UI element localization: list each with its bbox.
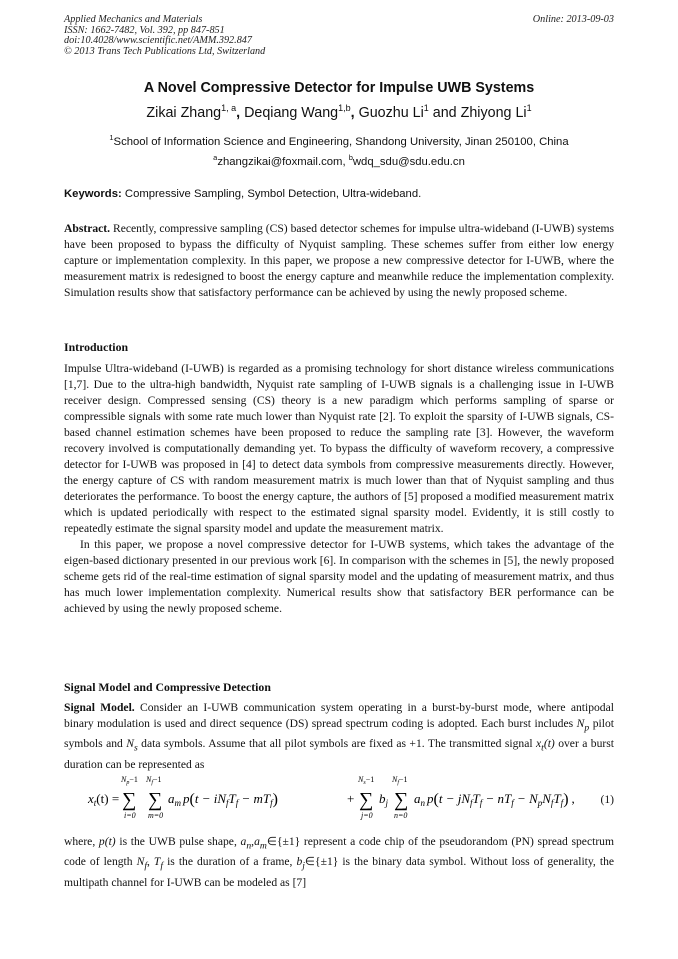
text: ∈{±1} is the binary data symbol. Without loss of generality, the multipath channel for I-UWB can be modeled as [7] <box>64 855 615 889</box>
svg-text:amp(t − iNfTf − mTf) <box>168 791 278 808</box>
eq-t1-arg2-sub: f <box>235 798 239 808</box>
text: where, <box>64 835 99 848</box>
svg-text:bj <box>379 791 389 808</box>
eq-t2-arg3: − nT <box>482 791 512 806</box>
eq-t2-arg4-sub: p <box>537 798 543 808</box>
eq-t1-arg3-sub: f <box>270 798 273 808</box>
eq-s2-up: N <box>146 775 152 784</box>
eq-t2-arg4: − N <box>513 791 538 806</box>
math: (t) <box>543 737 555 751</box>
eq-t1-arg: t − iN <box>194 791 226 806</box>
eq-s4-up-rest: −1 <box>399 775 408 784</box>
text: pilot symbols and <box>64 717 615 751</box>
eq-t1-p: p <box>183 791 190 806</box>
paren-close: ) <box>563 791 569 808</box>
email-b: wdq_sdu@sdu.edu.cn <box>352 155 465 168</box>
eq-t2-arg2: T <box>472 791 480 806</box>
signal-model-paragraph <box>64 700 614 773</box>
eq-b: b <box>379 791 386 806</box>
author-name: Zhiyong Li <box>460 104 527 121</box>
math-sub: m <box>259 840 267 852</box>
author-separator: and <box>428 104 461 121</box>
eq-s2-low: m=0 <box>148 811 164 820</box>
keywords-text: Compressive Sampling, Symbol Detection, Ultra-wideband. <box>121 188 422 200</box>
math: x <box>536 737 542 751</box>
intro-paragraph-2: In this paper, we propose a novel compressive detector for I-UWB systems, which takes the advantage of the eigen-based dictionary presented in our previous work [6]. In comparison with the schemes in [5], the newly proposed scheme gets rid of the real-time estimation of signal sparsity model and the updating of measurement matrix, and thus has much lower implementation complexity. Numerical results show that satisfactory BER performance can be achieved by using the newly proposed scheme. <box>64 538 614 615</box>
author-sup: 1 <box>423 103 429 113</box>
svg-text:Np−1 <box>120 775 138 786</box>
sum-symbol-1: ∑ <box>122 789 137 811</box>
post-equation-paragraph <box>64 834 614 891</box>
introduction-body <box>64 361 614 617</box>
abstract-label: Abstract. <box>64 222 111 235</box>
eq-t2-arg6-sub: f <box>560 798 564 808</box>
author-separator: , <box>350 104 359 121</box>
eq-s1-up-sub: p <box>126 780 130 786</box>
sum-symbol-3: ∑ <box>359 789 374 811</box>
journal-header <box>64 15 265 57</box>
paper-title: A Novel Compressive Detector for Impulse UWB Systems <box>143 80 535 96</box>
author-emails <box>0 153 678 168</box>
eq-s3-up-sub: s <box>363 780 366 786</box>
eq-t2-arg2-sub: f <box>479 798 483 808</box>
paren-open: ( <box>433 791 439 808</box>
math: N <box>136 855 145 869</box>
math: T <box>153 855 161 869</box>
eq-s2-up-sub: f <box>151 780 154 786</box>
svg-text:Nf−1 <box>145 775 162 786</box>
eq-s1-up: N <box>121 775 127 784</box>
eq-t2-arg5-sub: f <box>550 798 554 808</box>
eq-lhs: x <box>88 791 94 806</box>
eq-plus: + <box>347 791 355 806</box>
equation-1 <box>64 773 614 825</box>
eq-t2-arg5: N <box>542 791 551 806</box>
eq-t2-arg3-sub: f <box>511 798 514 808</box>
eq-t1-a: a <box>168 791 175 806</box>
text: data symbols. Assume that all pilot symbols are fixed as +1. The transmitted signal <box>137 737 536 751</box>
math: p <box>98 835 105 848</box>
eq-t2-p: p <box>427 791 434 806</box>
eq-t1-arg-sub: f <box>226 798 229 808</box>
math-sub: f <box>160 860 164 872</box>
text: , <box>147 855 154 869</box>
eq-s3-low: j=0 <box>361 811 373 820</box>
eq-t1-arg2: T <box>228 791 236 806</box>
text: , <box>251 835 255 848</box>
sum-symbol-2: ∑ <box>148 789 163 811</box>
svg-text:Nf−1 <box>391 775 408 786</box>
keywords <box>64 188 421 200</box>
text: is the UWB pulse shape, <box>115 835 241 848</box>
text: over a burst duration can be represented as <box>64 737 614 771</box>
math: a <box>254 835 260 848</box>
equation-graphic <box>64 773 584 825</box>
eq-s4-up-sub: f <box>397 780 400 786</box>
eq-t1-a-sub: m <box>174 798 181 808</box>
math: N <box>126 737 134 751</box>
eq-t2-a: a <box>414 791 421 806</box>
eq-lhs-arg: (t) = <box>96 791 120 806</box>
author-sup: 1,b <box>338 103 351 113</box>
abstract-text: Recently, compressive sampling (CS) based detector schemes for impulse ultra-wideband (I-UWB) systems have been proposed to bypass the difficulty of Nyquist sampling. These schemes suffer from either low energy capture or implementation complexity. In this paper, we propose a new compressive detector for I-UWB, where the measurement matrix is redesigned to boost the energy capture and meanwhile reduce the implementation complexity. Simulation results show that satisfactory performance can be achieved by using the newly proposed scheme. <box>64 222 614 299</box>
section-heading-introduction: Introduction <box>64 340 129 354</box>
paren-open: ( <box>189 791 195 808</box>
svg-text:Ns−1 <box>357 775 374 786</box>
eq-s4-up: N <box>392 775 398 784</box>
eq-lhs-sub: t <box>93 798 97 808</box>
math-sub: p <box>584 722 590 734</box>
svg-text:anp(t − jNfTf − nTf − NpNfTf), <box>414 791 575 808</box>
eq-t2-arg-sub: f <box>470 798 473 808</box>
math-sub: s <box>133 742 138 754</box>
online-date: Online: 2013-09-03 <box>532 14 614 25</box>
eq-s3-up-rest: −1 <box>365 775 375 784</box>
affiliation <box>0 133 678 148</box>
paren-close: ) <box>272 791 278 808</box>
journal-name: Applied Mechanics and Materials <box>64 14 203 25</box>
affiliation-sup: 1 <box>109 133 114 142</box>
journal-copyright: © 2013 Trans Tech Publications Ltd, Switzerland <box>64 45 266 57</box>
email-a: zhangzikai@foxmail.com <box>217 155 343 168</box>
eq-comma: , <box>571 791 575 806</box>
eq-t2-a-sub: n <box>420 798 425 808</box>
svg-text:xt(t) = <box>87 791 119 808</box>
text: is the duration of a frame, <box>163 855 297 869</box>
equation-number: (1) <box>600 793 614 806</box>
intro-paragraph-1: Impulse Ultra-wideband (I-UWB) is regarded as a promising technology for short distance wireless communications [1,7]. Due to the ultra-high bandwidth, Nyquist rate sampling of I-UWB signals is a challenging issue in I-UWB receiver design. Compressed sensing (CS) theory is a new paradigm which performs sampling of sparse or compressible signals with some rate much lower than Nyquist rate [2]. To exploit the sparsity of I-UWB signals, CS-based channel estimation schemes have been proposed to reduce the sampling rate [3]. However, the waveform recovery involved is computationally demanding yet. To bypass the difficulty of waveform recovery, a compressive detector for I-UWB was proposed in [4] to detect data symbols from compressive measurements directly. However, the energy capture of CS with random measurement matrix is much lower than that of Nyquist sampling and thus deteriorates the performance. To boost the energy capture, the authors of [5] proposed a modified measurement matrix which is updated periodically with respect to the estimated signal sparsity model. Evidently, it is still costly to repeatedly estimate the signal sparsity model and update the measurement matrix. <box>64 362 614 535</box>
math-sub: j <box>302 860 305 872</box>
math: b <box>296 855 303 869</box>
abstract <box>64 221 614 301</box>
journal-doi: doi:10.4028/www.scientific.net/AMM.392.847 <box>64 35 252 47</box>
math: a <box>240 835 247 848</box>
affiliation-text: School of Information Science and Engineering, Shandong University, Jinan 250100, China <box>113 135 569 148</box>
math-sub: f <box>144 860 147 872</box>
sum-symbol-4: ∑ <box>394 789 409 811</box>
email-b-sup: b <box>348 153 353 162</box>
author-list <box>0 103 678 121</box>
signal-model-label: Signal Model. <box>64 701 135 714</box>
author-sup: 1 <box>526 103 532 113</box>
journal-issn: ISSN: 1662-7482, Vol. 392, pp 847-851 <box>64 24 225 36</box>
author-name: Deqiang Wang <box>244 104 339 121</box>
author-sup: 1, a <box>221 103 237 113</box>
eq-s4-low: n=0 <box>394 811 408 820</box>
text: ∈{±1} represent a code chip of the pseudorandom (PN) spread spectrum code of length <box>64 835 614 869</box>
section-heading-signal-model: Signal Model and Compressive Detection <box>64 680 271 694</box>
author-name: Zikai Zhang <box>146 104 222 121</box>
math-sub: t <box>541 742 544 754</box>
eq-s2-up-rest: −1 <box>153 775 162 784</box>
author-name: Guozhu Li <box>358 104 424 121</box>
eq-s3-up: N <box>358 775 364 784</box>
text: Consider an I-UWB communication system operating in a burst-by-burst mode, where antipodal binary modulation is used and direct sequence (DS) spread spectrum coding is adopted. Each burst includes <box>64 701 614 730</box>
math-sub: n <box>246 840 252 852</box>
eq-b-sub: j <box>385 798 389 808</box>
eq-t1-arg3: − mT <box>238 791 271 806</box>
math: N <box>576 717 585 730</box>
eq-s1-low: i=0 <box>124 811 136 820</box>
keywords-label: Keywords: <box>64 188 122 200</box>
eq-t2-arg: t − jN <box>438 791 470 806</box>
email-a-sup: a <box>213 153 218 162</box>
email-separator: , <box>342 155 349 168</box>
eq-s1-up-rest: −1 <box>129 775 138 784</box>
author-separator: , <box>236 104 245 121</box>
math: (t) <box>104 835 116 848</box>
eq-t2-arg6: T <box>553 791 561 806</box>
